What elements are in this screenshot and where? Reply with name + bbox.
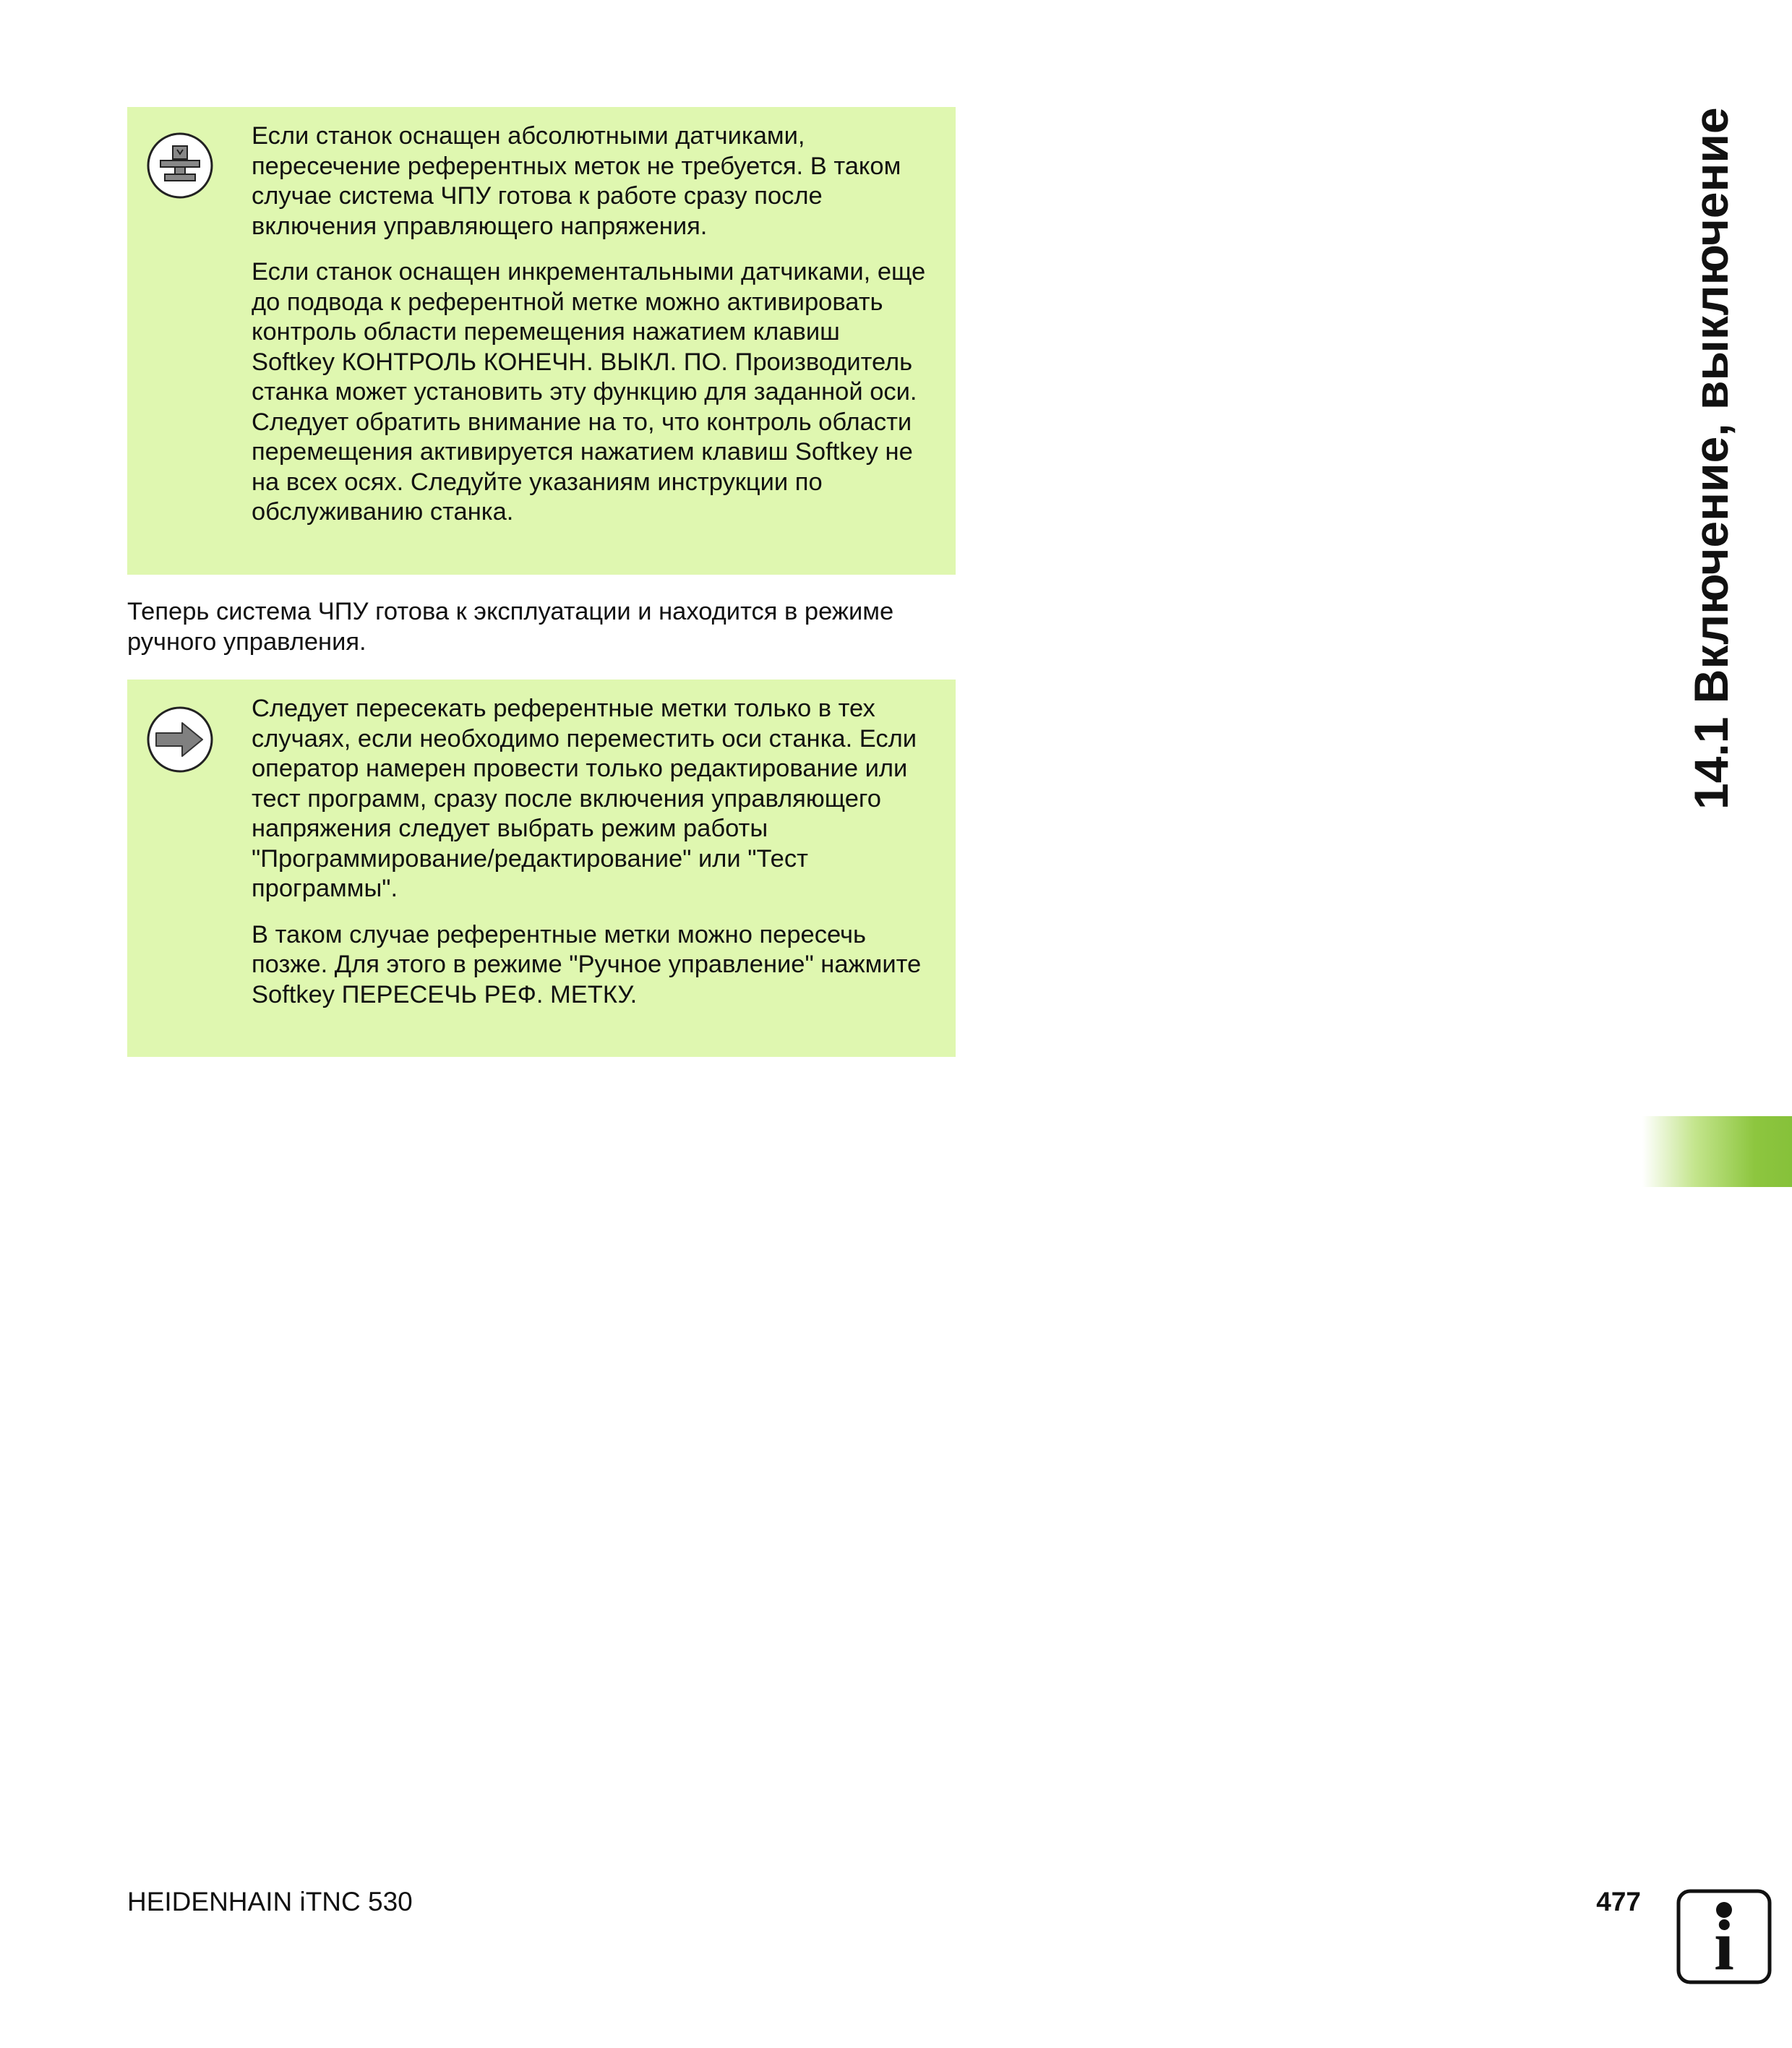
chapter-tab — [1642, 1116, 1792, 1187]
chapter-side-title: 14.1 Включение, выключение — [1684, 107, 1738, 810]
body-paragraph: Теперь система ЧПУ готова к эксплуатации и находится в режиме ручного управления. — [127, 598, 894, 656]
note-paragraph: В таком случае референтные метки можно пересечь позже. Для этого в режиме "Ручное управление" нажмите Softkey ПЕРЕСЕЧЬ РЕФ. МЕТКУ. — [252, 920, 922, 1008]
tip-note-box — [127, 680, 956, 1057]
info-icon-letter: i — [1714, 1905, 1734, 1985]
note-paragraph: Следует пересекать референтные метки только в тех случаях, если необходимо переместить оси станка. Если оператор намерен провести только редактирование или тест программ, сразу после включения управляющего напряжения следует выбрать режим работы "Программирование/редактирование" или "Тест программы". — [252, 695, 917, 902]
machine-note-box — [127, 107, 956, 575]
page-number: 477 — [1596, 1887, 1641, 1916]
machine-manufacturer-icon — [146, 132, 214, 200]
info-icon[interactable] — [1676, 1888, 1772, 1985]
arrow-right-icon — [146, 706, 214, 774]
note-paragraph: Если станок оснащен инкрементальными датчиками, еще до подвода к референтной метке можно активировать контроль области перемещения нажатием клавиш Softkey КОНТРОЛЬ КОНЕЧН. ВЫКЛ. ПО. Производитель станка может установить эту функцию для заданной оси. Следует обратить внимание на то, что контроль области перемещения активируется нажатием клавиш Softkey не на всех осях. Следуйте указаниям инструкции по обслуживанию станка. — [252, 258, 926, 526]
footer-product-name: HEIDENHAIN iTNC 530 — [127, 1887, 413, 1916]
note-paragraph: Если станок оснащен абсолютными датчиками, пересечение референтных меток не требуется. В таком случае система ЧПУ готова к работе сразу после включения управляющего напряжения. — [252, 122, 901, 240]
